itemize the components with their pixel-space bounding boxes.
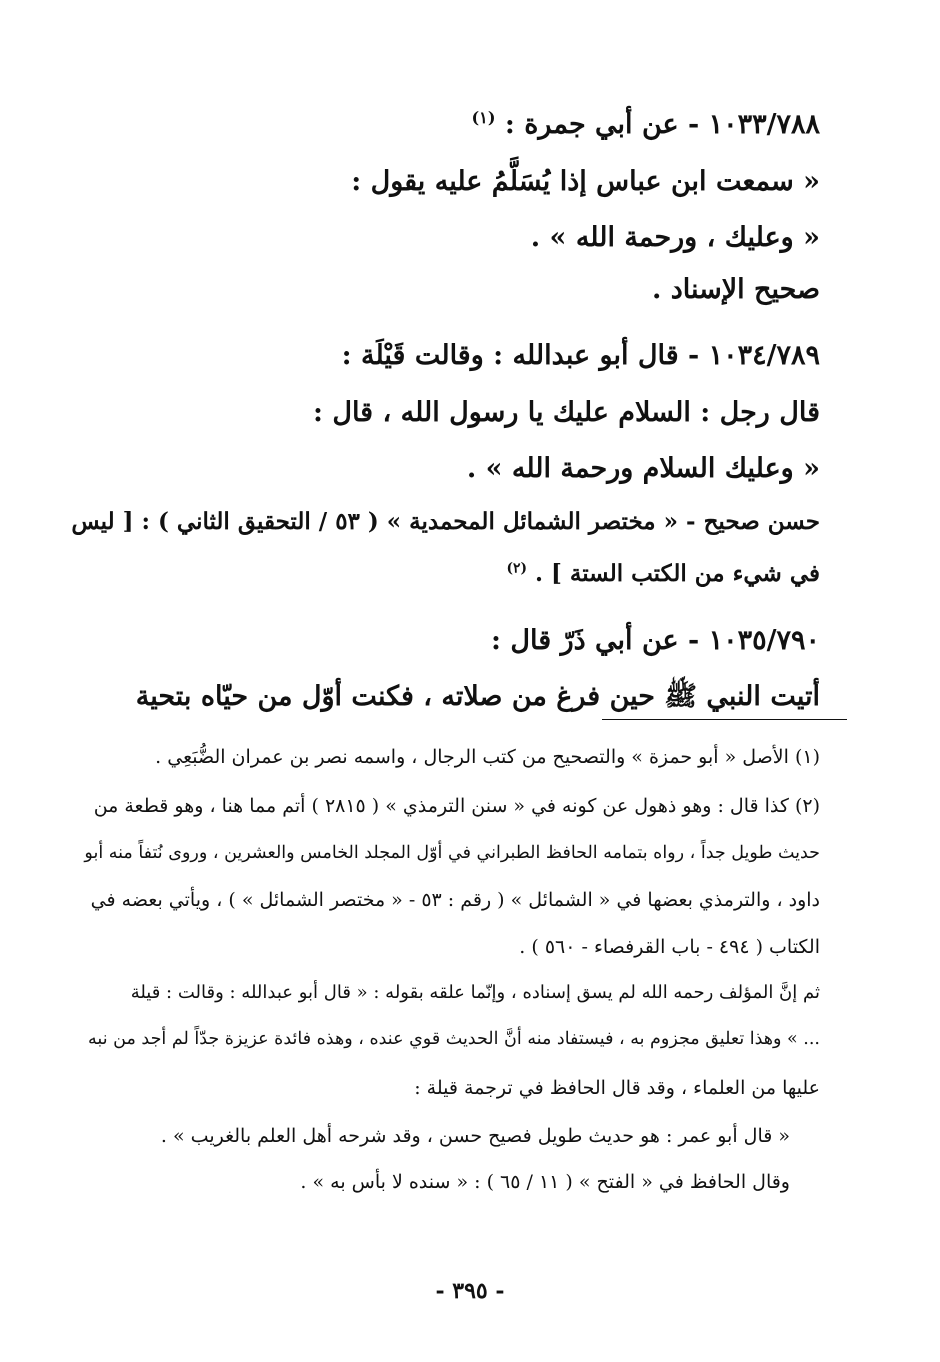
hadith-1034-line-2: « وعليك السلام ورحمة الله » .: [466, 453, 820, 484]
quote-line-1: « قال أبو عمر : هو حديث طويل فصيح حسن ، وقد شرحه أهل العلم بالغريب » .: [160, 1125, 790, 1147]
footnote-2-line-4: الكتاب ( ٤٩٤ - باب القرفصاء - ٥٦٠ ) .: [519, 936, 820, 958]
hadith-1033-line-1: « سمعت ابن عباس إذا يُسَلَّمُ عليه يقول :: [351, 166, 820, 197]
hadith-1033-heading: [471, 108, 820, 140]
footnote-ref-1[interactable]: (١): [471, 108, 496, 127]
hadith-1033-line-2: « وعليك ، ورحمة الله » .: [530, 222, 820, 253]
hadith-1033-grade: صحيح الإسناد .: [651, 274, 820, 305]
hadith-1035-line-1: أتيت النبي ﷺ حين فرغ من صلاته ، فكنت أوّل من حيّاه بتحية: [135, 681, 820, 712]
footnote-2-line-3: داود ، والترمذي بعضها في « الشمائل » ( رقم : ٥٣ - « مختصر الشمائل » ) ، ويأتي بعضه في: [90, 889, 820, 911]
grade-line-2-text: في شيء من الكتب الستة ] .: [535, 560, 820, 587]
hadith-1034-grade-line-1: حسن صحيح - « مختصر الشمائل المحمدية » ( ٥٣ / التحقيق الثاني ) : [ ليس: [71, 508, 820, 535]
footnote-2-line-2: حديث طويل جداً ، رواه بتمامه الحافظ الطبراني في أوّل المجلد الخامس والعشرين ، وروى نُتفاً منه أبو: [84, 843, 820, 863]
hadith-1035-heading: ١٠٣٥/٧٩٠ - عن أبي ذَرّ قال :: [491, 625, 820, 656]
hadith-1034-grade-line-2: [507, 562, 821, 585]
hadith-1034-heading: ١٠٣٤/٧٨٩ - قال أبو عبدالله : وقالت قَيْلَة :: [341, 340, 820, 371]
heading-text: ١٠٣٣/٧٨٨ - عن أبي جمرة :: [504, 109, 820, 140]
footnote-1: (١) الأصل « أبو حمزة » والتصحيح من كتب الرجال ، واسمه نصر بن عمران الضُّبَعِي .: [155, 746, 820, 768]
commentary-line-1: ثم إنَّ المؤلف رحمه الله لم يسق إسناده ، وإنّما علقه بقوله : « قال أبو عبدالله : وقالت : قيلة: [130, 982, 820, 1003]
hadith-1034-line-1: قال رجل : السلام عليك يا رسول الله ، قال :: [312, 397, 820, 428]
footnote-ref-2[interactable]: (٢): [506, 560, 527, 577]
quote-line-2: وقال الحافظ في « الفتح » ( ١١ / ٦٥ ) : « سنده لا بأس به » .: [300, 1171, 790, 1193]
footnote-2-line-1: (٢) كذا قال : وهو ذهول عن كونه في « سنن الترمذي » ( ٢٨١٥ ) أتم مما هنا ، وهو قطعة من: [93, 795, 820, 817]
footnote-separator: [602, 719, 847, 720]
page-number: - ٣٩٥ -: [435, 1278, 505, 1304]
commentary-line-3: عليها من العلماء ، وقد قال الحافظ في ترجمة قيلة :: [414, 1077, 820, 1099]
commentary-line-2: ... » وهذا تعليق مجزوم به ، فيستفاد منه أنَّ الحديث قوي عنده ، وهذه فائدة عزيزة جدّاً لم أجد من نبه: [88, 1029, 820, 1049]
